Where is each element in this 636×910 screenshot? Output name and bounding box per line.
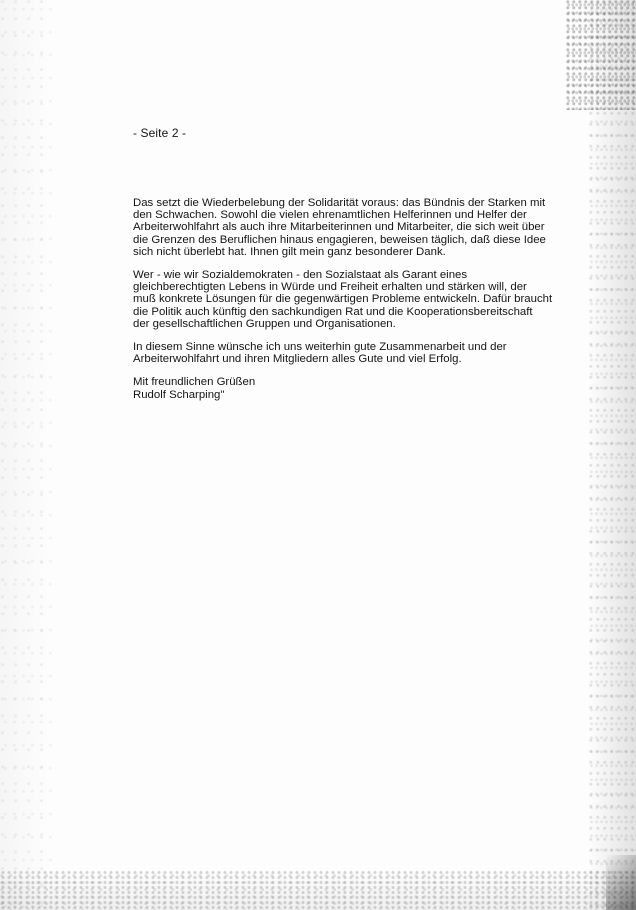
text-line: die Grenzen des Beruflichen hinaus engagieren, beweisen täglich, daß diese Idee [133, 233, 546, 246]
text-line: sich nicht überlebt hat. Ihnen gilt mein ganz besonderer Dank. [133, 245, 446, 258]
signature-name: Rudolf Scharping" [133, 388, 225, 401]
scan-noise-left [0, 0, 52, 910]
text-line: muß konkrete Lösungen für die gegenwärtigen Probleme entwickeln. Dafür braucht [133, 293, 553, 306]
text-line: Arbeiterwohlfahrt als auch ihre Mitarbeiterinnen und Mitarbeiter, die sich weit über [133, 221, 545, 234]
salutation: Mit freundlichen Grüßen [133, 376, 256, 389]
scan-noise-right [588, 0, 636, 910]
text-line: Wer - wie wir Sozialdemokraten - den Sozialstaat als Garant eines [133, 269, 468, 282]
scan-shadow-bottom-right [606, 855, 636, 910]
paragraph-2 [133, 269, 553, 330]
letter-closing [133, 376, 543, 400]
scan-noise-top-right [566, 0, 636, 110]
text-line: die Politik auch künftig den sachkundigen Rat und die Kooperationsbereitschaft [133, 305, 533, 318]
text-line: Das setzt die Wiederbelebung der Solidarität voraus: das Bündnis der Starken mit [133, 197, 546, 209]
text-line: gleichberechtigten Lebens in Würde und Freiheit erhalten und stärken will, der [133, 281, 527, 294]
text-line: In diesem Sinne wünsche ich uns weiterhin gute Zusammenarbeit und der [133, 341, 507, 354]
text-line: den Schwachen. Sowohl die vielen ehrenamtlichen Helferinnen und Helfer der [133, 209, 527, 222]
scan-noise-bottom [0, 870, 636, 910]
page-header: - Seite 2 - [133, 126, 187, 140]
letter-body [133, 197, 553, 401]
paragraph-3 [133, 341, 543, 365]
text-line: der gesellschaftlichen Gruppen und Organisationen. [133, 317, 396, 330]
paragraph-1 [133, 197, 546, 258]
text-line: Arbeiterwohlfahrt und ihren Mitgliedern alles Gute und viel Erfolg. [133, 353, 462, 366]
